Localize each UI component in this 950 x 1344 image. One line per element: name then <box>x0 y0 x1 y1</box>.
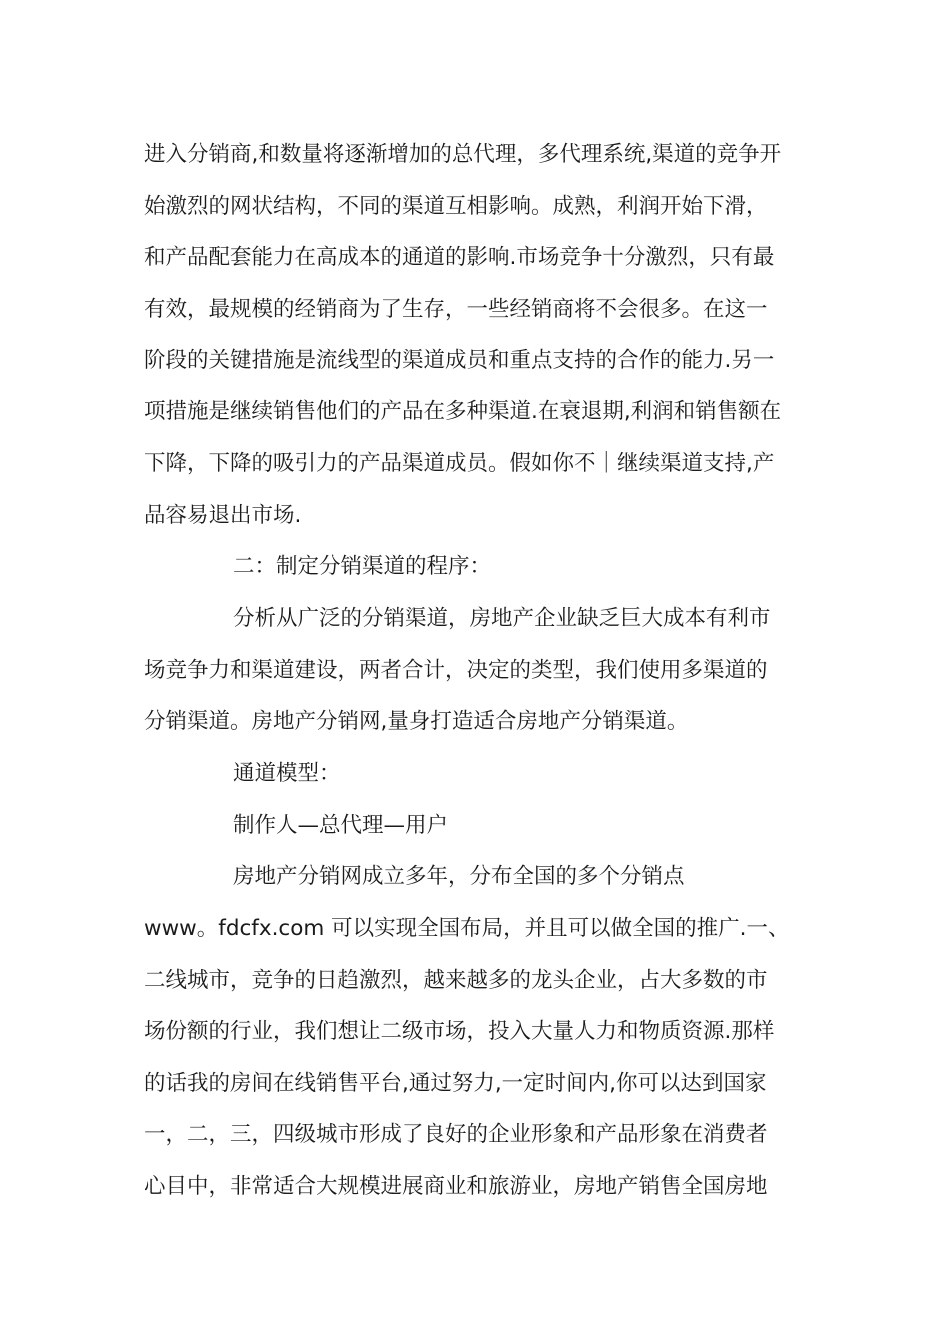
channel-model-line: 制作人—总代理—用户 <box>233 813 449 838</box>
body-text-line: 二线城市，竞争的日趋激烈，越来越多的龙头企业，占大多数的市 <box>144 968 768 993</box>
body-text-line: 下降，下降的吸引力的产品渠道成员。假如你不｜继续渠道支持,产 <box>144 451 775 476</box>
body-text-line: 始激烈的网状结构，不同的渠道互相影响。成熟，利润开始下滑， <box>144 194 768 219</box>
body-text-line: 进入分销商,和数量将逐渐增加的总代理，多代理系统,渠道的竞争开 <box>144 142 782 167</box>
body-text-line: 品容易退出市场. <box>144 503 302 528</box>
body-text-line: 的话我的房间在线销售平台,通过努力,一定时间内,你可以达到国家 <box>144 1071 767 1096</box>
body-text-line: 有效，最规模的经销商为了生存，一些经销商将不会很多。在这一 <box>144 297 768 322</box>
section-heading: 二：制定分销渠道的程序： <box>233 554 492 579</box>
body-text-line: www。fdcfx.com 可以实现全国布局，并且可以做全国的推广.一、 <box>144 916 790 941</box>
body-text-line: 和产品配套能力在高成本的通道的影响.市场竞争十分激烈，只有最 <box>144 245 775 270</box>
body-text-line: 一，二，三，四级城市形成了良好的企业形象和产品形象在消费者 <box>144 1122 768 1147</box>
body-text-line: 场竞争力和渠道建设，两者合计，决定的类型，我们使用多渠道的 <box>144 658 768 683</box>
body-text-line: 分析从广泛的分销渠道，房地产企业缺乏巨大成本有利市 <box>233 606 771 631</box>
body-text-line: 项措施是继续销售他们的产品在多种渠道.在衰退期,利润和销售额在 <box>144 399 782 424</box>
body-text-line: 心目中，非常适合大规模进展商业和旅游业，房地产销售全国房地 <box>144 1174 768 1199</box>
subheading: 通道模型： <box>233 761 341 786</box>
body-text-line: 分销渠道。房地产分销网,量身打造适合房地产分销渠道。 <box>144 709 689 734</box>
body-text-line: 阶段的关键措施是流线型的渠道成员和重点支持的合作的能力.另一 <box>144 348 775 373</box>
body-text-line: 房地产分销网成立多年，分布全国的多个分销点 <box>233 864 685 889</box>
body-text-line: 场份额的行业，我们想让二级市场，投入大量人力和物质资源.那样 <box>144 1019 775 1044</box>
